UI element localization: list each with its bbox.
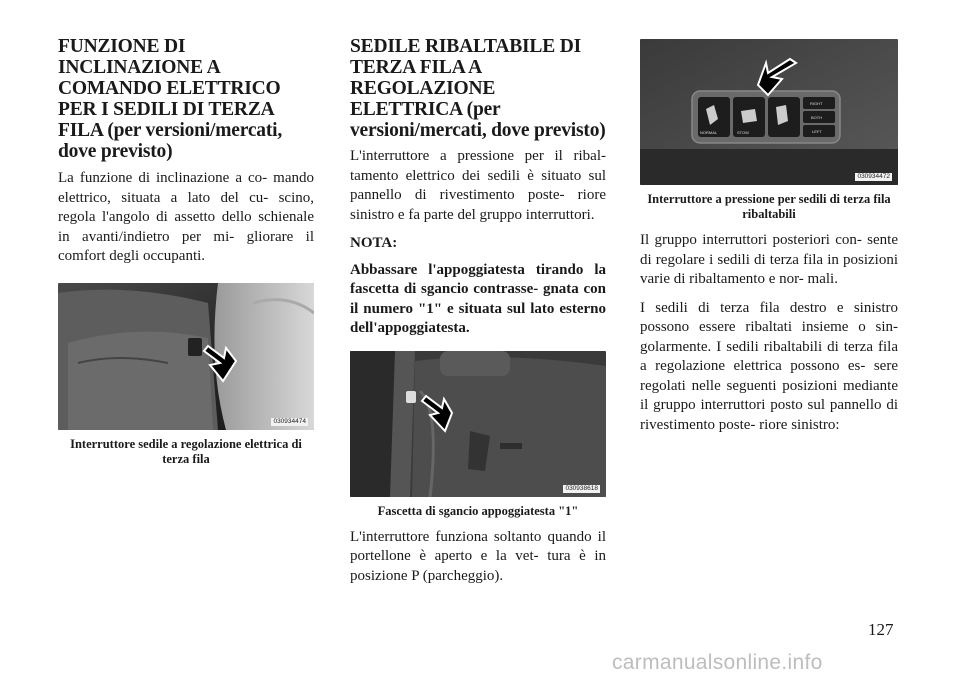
switch-bank-photo [640, 39, 898, 185]
body-text-fold-switch: L'interruttore a pressione per il ribal- tamento elettrico dei sedili è situato sul pannello di rivestimento poste- riore sinistro e fa parte del gruppo interruttori. [350, 148, 606, 223]
note-text: Abbassare l'appoggiatesta tirando la fascetta di sgancio contrasse- gnata con il numero "1" e situata sul lato esterno dell'appoggiatesta. [350, 261, 606, 336]
caption-headrest-strap: Fascetta di sgancio appoggiatesta "1" [377, 503, 579, 518]
caption-seat-switch: Interruttore sedile a regolazione elettrica di terza fila [70, 436, 302, 466]
body-text-seat-positions: I sedili di terza fila destro e sinistro possono essere ribaltati insieme o sin- golarmente. I sedili ribaltabili di terza fila a regolazione elettrica possono es- sere regolati nelle seguenti posizioni mediante il gruppo interruttori posto sul pannello di rivestimento poste- riore sinistro: [640, 299, 898, 433]
middle-column [350, 36, 606, 586]
watermark[interactable]: carmanualsonline.info [612, 651, 823, 674]
section-heading-power-recline: FUNZIONE DI INCLINAZIONE A COMANDO ELETTRICO PER I SEDILI DI TERZA FILA (per versioni/mercati, dove previsto) [58, 36, 283, 162]
headrest-illustration [350, 351, 606, 497]
left-column [58, 36, 314, 467]
body-text-liftgate-condition: L'interruttore funziona soltanto quando il portellone è aperto e la vet- tura è in posizione P (parcheggio). [350, 528, 606, 584]
switch-label-both: BOTH [811, 115, 823, 120]
section-heading-fold-seat: SEDILE RIBALTABILE DI TERZA FILA A REGOLAZIONE ELETTRICA (per versioni/mercati, dove previsto) [350, 36, 606, 141]
photo-code: 030934472 [857, 173, 890, 180]
switch-label-normal: NORMAL [700, 130, 718, 135]
seat-switch-illustration [58, 283, 314, 430]
caption-switch-bank: Interruttore a pressione per sedili di terza fila ribaltabili [647, 192, 891, 221]
page-number: 127 [868, 620, 894, 639]
switch-label-stow: STOW [737, 130, 749, 135]
note-label: NOTA: [350, 235, 398, 251]
headrest-strap-photo [350, 351, 606, 497]
body-text-switch-group: Il gruppo interruttori posteriori con- sente di regolare i sedili di terza fila in posizioni varie di ribaltamento e nor- mali. [640, 232, 898, 287]
photo-code: 030938618 [565, 484, 598, 492]
switch-label-right: RIGHT [810, 101, 823, 106]
right-column [640, 39, 898, 435]
body-text-power-recline: La funzione di inclinazione a co- mando elettrico, situata a lato del cu- scino, regola l'angolo di assetto dello schienale in avanti/indietro per mi- gliorare il comfort degli occupanti. [58, 170, 314, 264]
switch-bank-illustration [640, 39, 898, 185]
switch-label-left: LEFT [812, 129, 822, 134]
photo-code: 030934474 [273, 417, 306, 425]
seat-switch-photo [58, 283, 314, 430]
